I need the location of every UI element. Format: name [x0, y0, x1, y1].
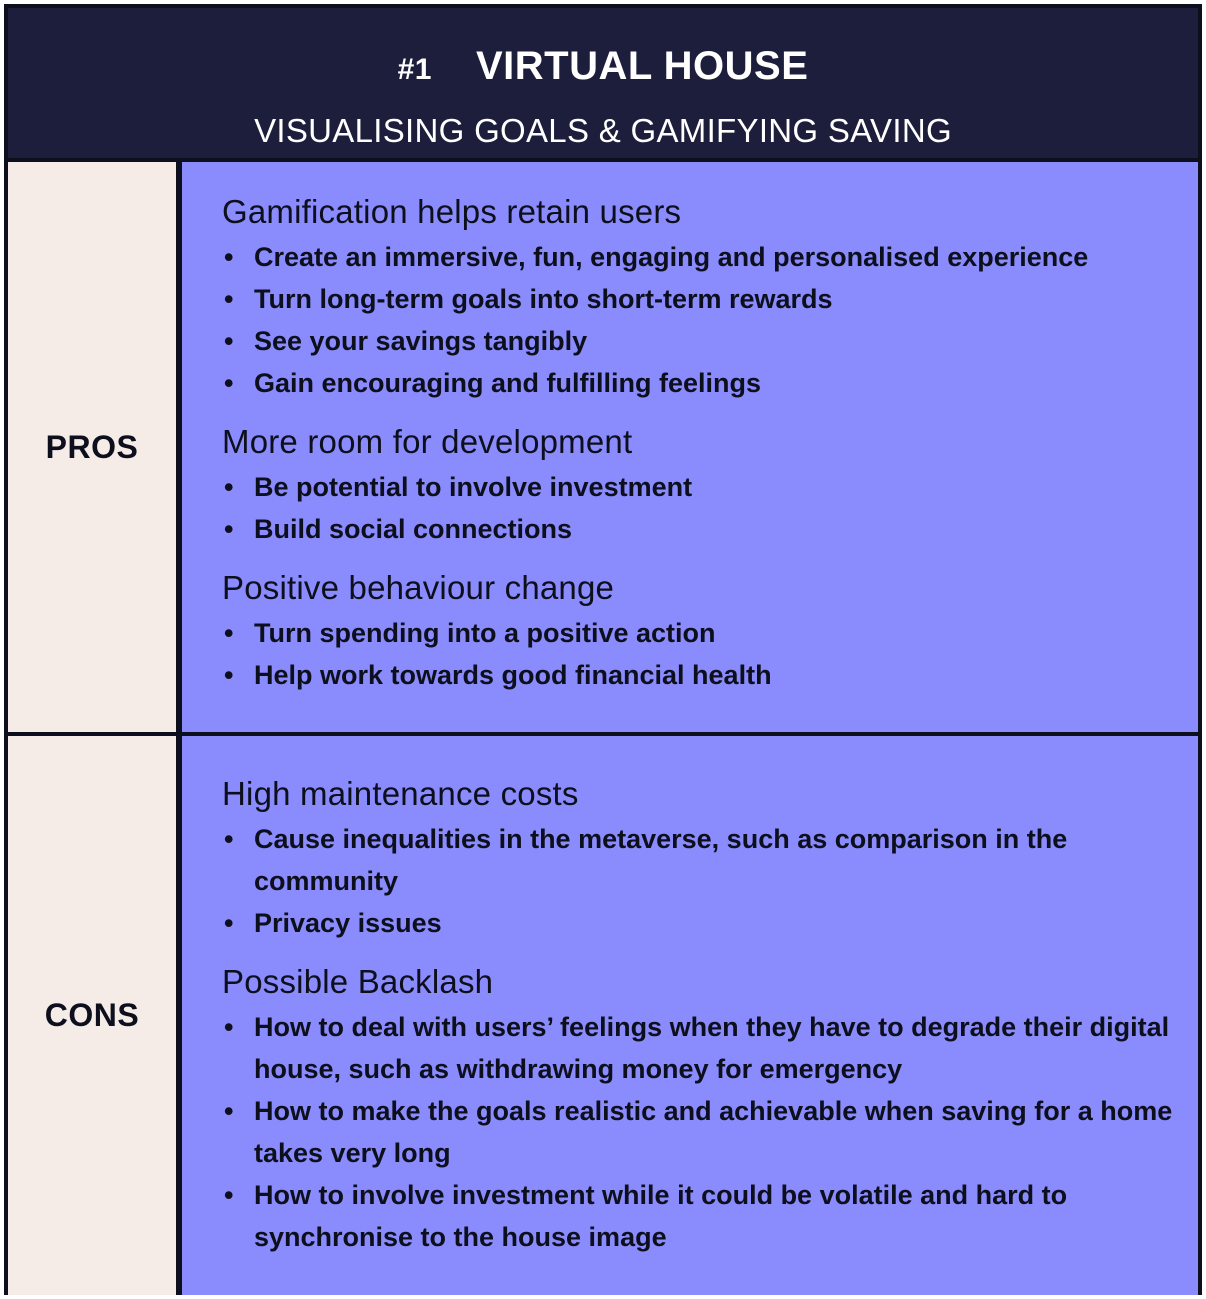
- bullet-dot-icon: •: [224, 242, 234, 272]
- bullet-list: [222, 612, 1178, 696]
- bullet-list: [222, 466, 1178, 550]
- bullet-list: [222, 818, 1178, 944]
- bullet-dot-icon: •: [224, 660, 234, 690]
- pros-section: [222, 566, 1178, 696]
- cons-label-cell: [8, 736, 176, 1295]
- bullet-item: [222, 320, 1178, 362]
- bullet-item: [222, 508, 1178, 550]
- bullet-text: Turn long-term goals into short-term rewards: [254, 284, 833, 314]
- bullet-text: Turn spending into a positive action: [254, 618, 716, 648]
- bullet-item: [222, 818, 1178, 902]
- bullet-item: [222, 1174, 1178, 1258]
- bullet-item: [222, 654, 1178, 696]
- bullet-dot-icon: •: [224, 326, 234, 356]
- bullet-text: See your savings tangibly: [254, 326, 588, 356]
- bullet-item: [222, 1090, 1178, 1174]
- pros-label-cell: [8, 162, 176, 732]
- bullet-item: [222, 362, 1178, 404]
- bullet-dot-icon: •: [224, 284, 234, 314]
- bullet-dot-icon: •: [224, 472, 234, 502]
- section-title: Positive behaviour change: [222, 569, 615, 606]
- bullet-item: [222, 1006, 1178, 1090]
- bullet-dot-icon: •: [224, 1096, 234, 1126]
- section-title: Possible Backlash: [222, 963, 494, 1000]
- bullet-text: How to deal with users’ feelings when they have to degrade their digital house, such as withdrawing money for emergency: [254, 1012, 1170, 1084]
- table-header: [8, 8, 1198, 158]
- bullet-text: Gain encouraging and fulfilling feelings: [254, 368, 762, 398]
- cons-section: [222, 960, 1178, 1258]
- bullet-dot-icon: •: [224, 618, 234, 648]
- section-title: High maintenance costs: [222, 775, 579, 812]
- pros-row: [8, 162, 1198, 732]
- cons-section: [222, 772, 1178, 944]
- bullet-item: [222, 466, 1178, 508]
- bullet-list: [222, 236, 1178, 404]
- bullet-item: [222, 612, 1178, 654]
- idea-number: #1: [397, 53, 432, 86]
- bullet-text: Help work towards good financial health: [254, 660, 772, 690]
- bullet-text: Privacy issues: [254, 908, 442, 938]
- cons-content: [182, 736, 1198, 1295]
- title-line: [8, 44, 1198, 89]
- bullet-text: Build social connections: [254, 514, 573, 544]
- bullet-item: [222, 902, 1178, 944]
- section-title: More room for development: [222, 423, 633, 460]
- bullet-dot-icon: •: [224, 1180, 234, 1210]
- bullet-text: How to involve investment while it could be volatile and hard to synchronise to the house image: [254, 1180, 1068, 1252]
- bullet-text: How to make the goals realistic and achievable when saving for a home takes very long: [254, 1096, 1173, 1168]
- pros-cons-table: [4, 4, 1202, 1295]
- pros-content: [182, 162, 1198, 732]
- cons-row: [8, 736, 1198, 1295]
- idea-subtitle: VISUALISING GOALS & GAMIFYING SAVING: [254, 112, 952, 149]
- bullet-dot-icon: •: [224, 824, 234, 854]
- pros-section: [222, 190, 1178, 404]
- bullet-list: [222, 1006, 1178, 1258]
- bullet-dot-icon: •: [224, 514, 234, 544]
- pros-label: PROS: [45, 428, 139, 465]
- idea-title: VIRTUAL HOUSE: [475, 44, 809, 88]
- cons-label: CONS: [44, 997, 140, 1033]
- bullet-text: Cause inequalities in the metaverse, such as comparison in the community: [254, 824, 1068, 896]
- bullet-item: [222, 278, 1178, 320]
- bullet-dot-icon: •: [224, 1012, 234, 1042]
- bullet-dot-icon: •: [224, 908, 234, 938]
- pros-section: [222, 420, 1178, 550]
- bullet-dot-icon: •: [224, 368, 234, 398]
- bullet-text: Be potential to involve investment: [254, 472, 693, 502]
- bullet-item: [222, 236, 1178, 278]
- section-title: Gamification helps retain users: [222, 193, 682, 230]
- bullet-text: Create an immersive, fun, engaging and personalised experience: [254, 242, 1089, 272]
